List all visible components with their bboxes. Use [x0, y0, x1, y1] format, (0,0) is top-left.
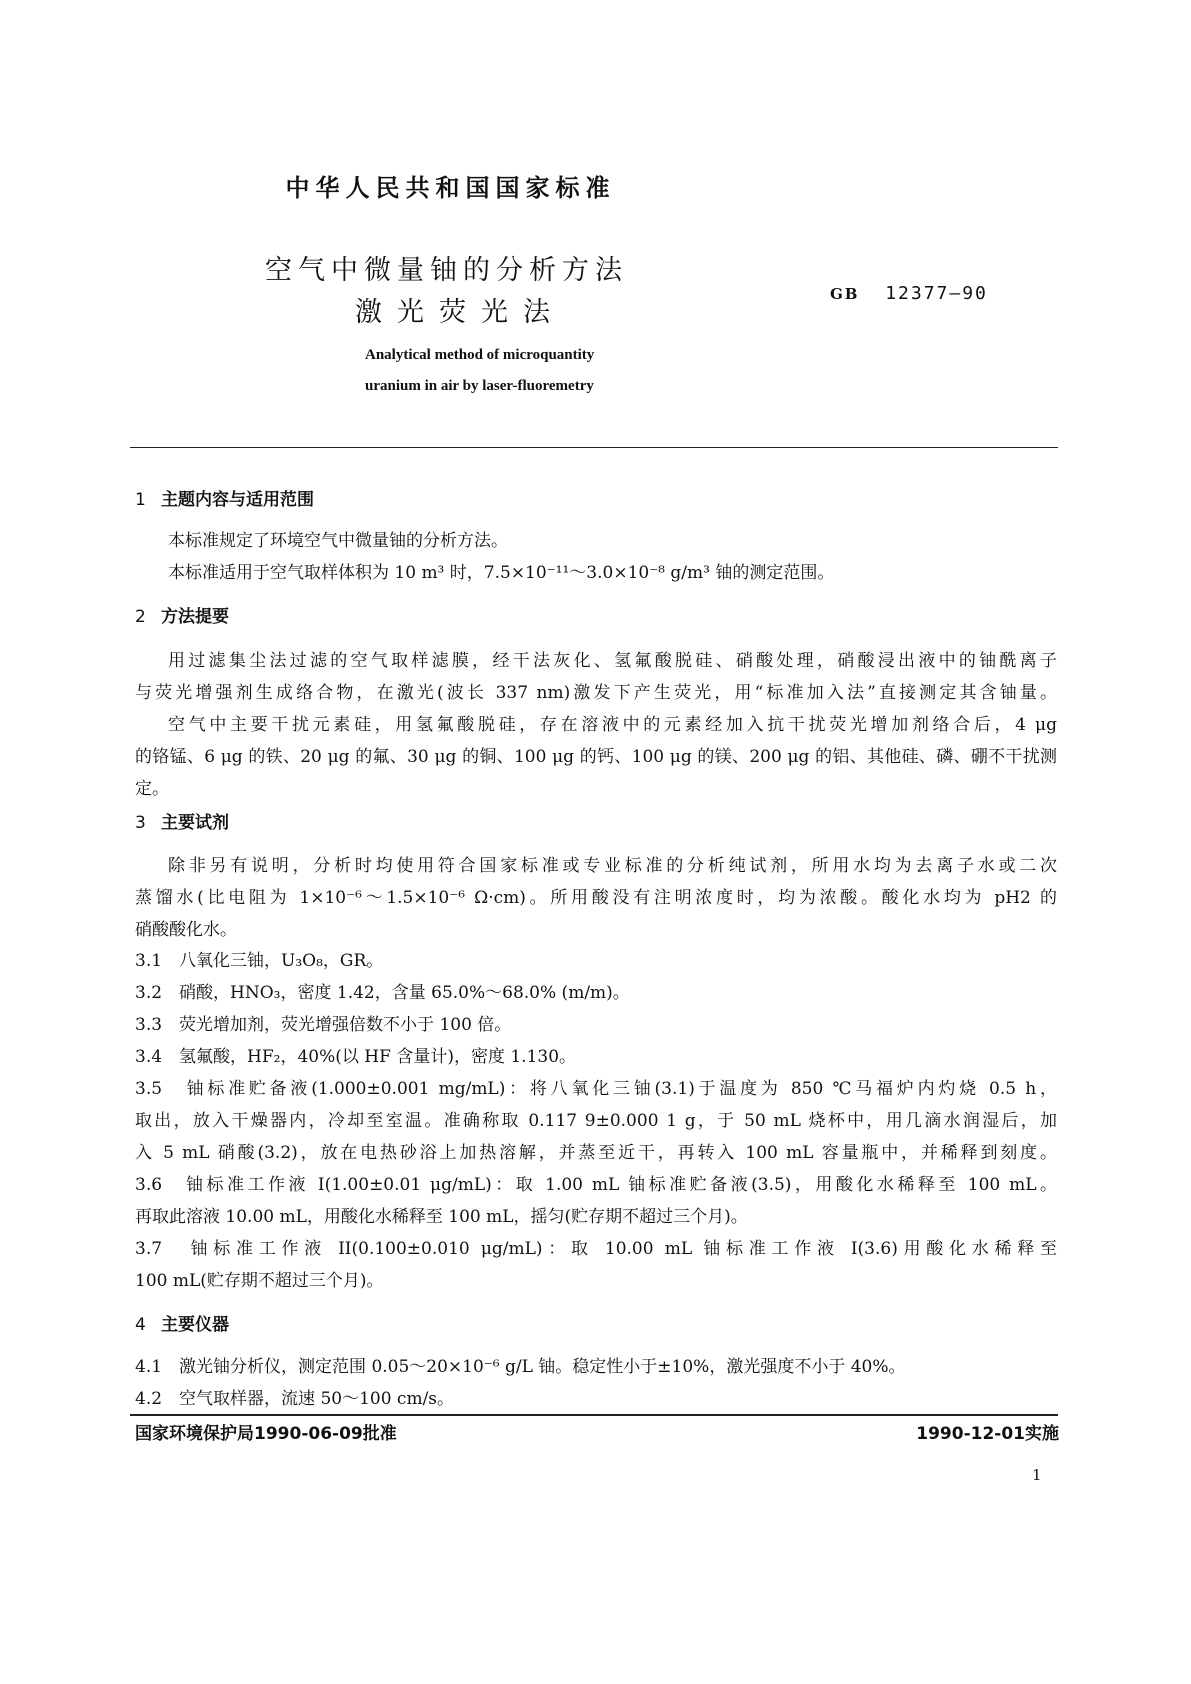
section-2-heading: 2 方法提要	[135, 607, 229, 627]
section-3-heading: 3 主要试剂	[135, 813, 229, 833]
clause-3-4: 3.4 氢氟酸，HF₂，40%(以 HF 含量计)，密度 1.130。	[135, 1047, 577, 1067]
paragraph-line: 与荧光增强剂生成络合物，在激光(波长 337 nm)激发下产生荧光，用“标准加入法”直接测定其含铀量。	[135, 683, 1057, 703]
section-1-heading: 1 主题内容与适用范围	[135, 490, 314, 510]
clause-3-5: 3.5 铀标准贮备液(1.000±0.001 mg/mL)：将八氧化三铀(3.1)于温度为 850 ℃马福炉内灼烧 0.5 h，	[135, 1079, 1057, 1099]
paragraph-line: 本标准规定了环境空气中微量铀的分析方法。	[168, 531, 508, 551]
clause-3-1: 3.1 八氧化三铀，U₃O₈，GR。	[135, 951, 384, 971]
paragraph-line: 定。	[135, 779, 169, 799]
english-title-1: Analytical method of microquantity	[365, 347, 595, 363]
page-number: 1	[1032, 1466, 1042, 1484]
english-title-2: uranium in air by laser-fluoremetry	[365, 378, 594, 394]
paragraph-line: 用过滤集尘法过滤的空气取样滤膜，经干法灰化、氢氟酸脱硅、硝酸处理，硝酸浸出液中的铀酰离子	[168, 651, 1057, 671]
clause-3-7: 3.7 铀标准工作液 II(0.100±0.010 μg/mL)：取 10.00 mL 铀标准工作液 I(3.6)用酸化水稀释至	[135, 1239, 1057, 1259]
paragraph-line: 再取此溶液 10.00 mL，用酸化水稀释至 100 mL，摇匀(贮存期不超过三个月)。	[135, 1207, 748, 1227]
paragraph-line: 除非另有说明，分析时均使用符合国家标准或专业标准的分析纯试剂，所用水均为去离子水或二次	[168, 856, 1057, 876]
clause-3-3: 3.3 荧光增加剂，荧光增强倍数不小于 100 倍。	[135, 1015, 512, 1035]
standard-number: GB 12377—90	[830, 283, 988, 304]
paragraph-line: 空气中主要干扰元素硅，用氢氟酸脱硅，存在溶液中的元素经加入抗干扰荧光增加剂络合后，4 μg	[168, 715, 1057, 735]
paragraph-line: 蒸馏水(比电阻为 1×10⁻⁶～1.5×10⁻⁶ Ω·cm)。所用酸没有注明浓度时，均为浓酸。酸化水均为 pH2 的	[135, 888, 1057, 908]
clause-3-2: 3.2 硝酸，HNO₃，密度 1.42，含量 65.0%～68.0% (m/m)。	[135, 983, 630, 1003]
footer-divider	[130, 1414, 1058, 1416]
clause-3-6: 3.6 铀标准工作液 I(1.00±0.01 μg/mL)：取 1.00 mL 铀标准贮备液(3.5)，用酸化水稀释至 100 mL。	[135, 1175, 1057, 1195]
doc-subtitle: 激光荧光法	[355, 297, 565, 328]
paragraph-line: 硝酸酸化水。	[135, 920, 237, 940]
paragraph-line: 本标准适用于空气取样体积为 10 m³ 时，7.5×10⁻¹¹～3.0×10⁻⁸ g/m³ 铀的测定范围。	[168, 563, 835, 583]
doc-title: 空气中微量铀的分析方法	[265, 255, 628, 286]
approval-date: 国家环境保护局1990-06-09批准	[135, 1424, 397, 1444]
clause-4-1: 4.1 激光铀分析仪，测定范围 0.05～20×10⁻⁶ g/L 铀。稳定性小于±10%，激光强度不小于 40%。	[135, 1357, 906, 1377]
paragraph-line: 100 mL(贮存期不超过三个月)。	[135, 1271, 384, 1291]
divider	[130, 447, 1058, 448]
section-4-heading: 4 主要仪器	[135, 1315, 229, 1335]
paragraph-line: 入 5 mL 硝酸(3.2)，放在电热砂浴上加热溶解，并蒸至近干，再转入 100 mL 容量瓶中，并稀释到刻度。	[135, 1143, 1057, 1163]
paragraph-line: 取出，放入干燥器内，冷却至室温。准确称取 0.117 9±0.000 1 g，于 50 mL 烧杯中，用几滴水润湿后，加	[135, 1111, 1057, 1131]
effective-date: 1990-12-01实施	[916, 1424, 1059, 1444]
org-title: 中华人民共和国国家标准	[285, 174, 616, 202]
paragraph-line: 的铬锰、6 μg 的铁、20 μg 的氟、30 μg 的铜、100 μg 的钙、100 μg 的镁、200 μg 的铝、其他硅、磷、硼不干扰测	[135, 747, 1057, 767]
clause-4-2: 4.2 空气取样器，流速 50～100 cm/s。	[135, 1389, 455, 1409]
